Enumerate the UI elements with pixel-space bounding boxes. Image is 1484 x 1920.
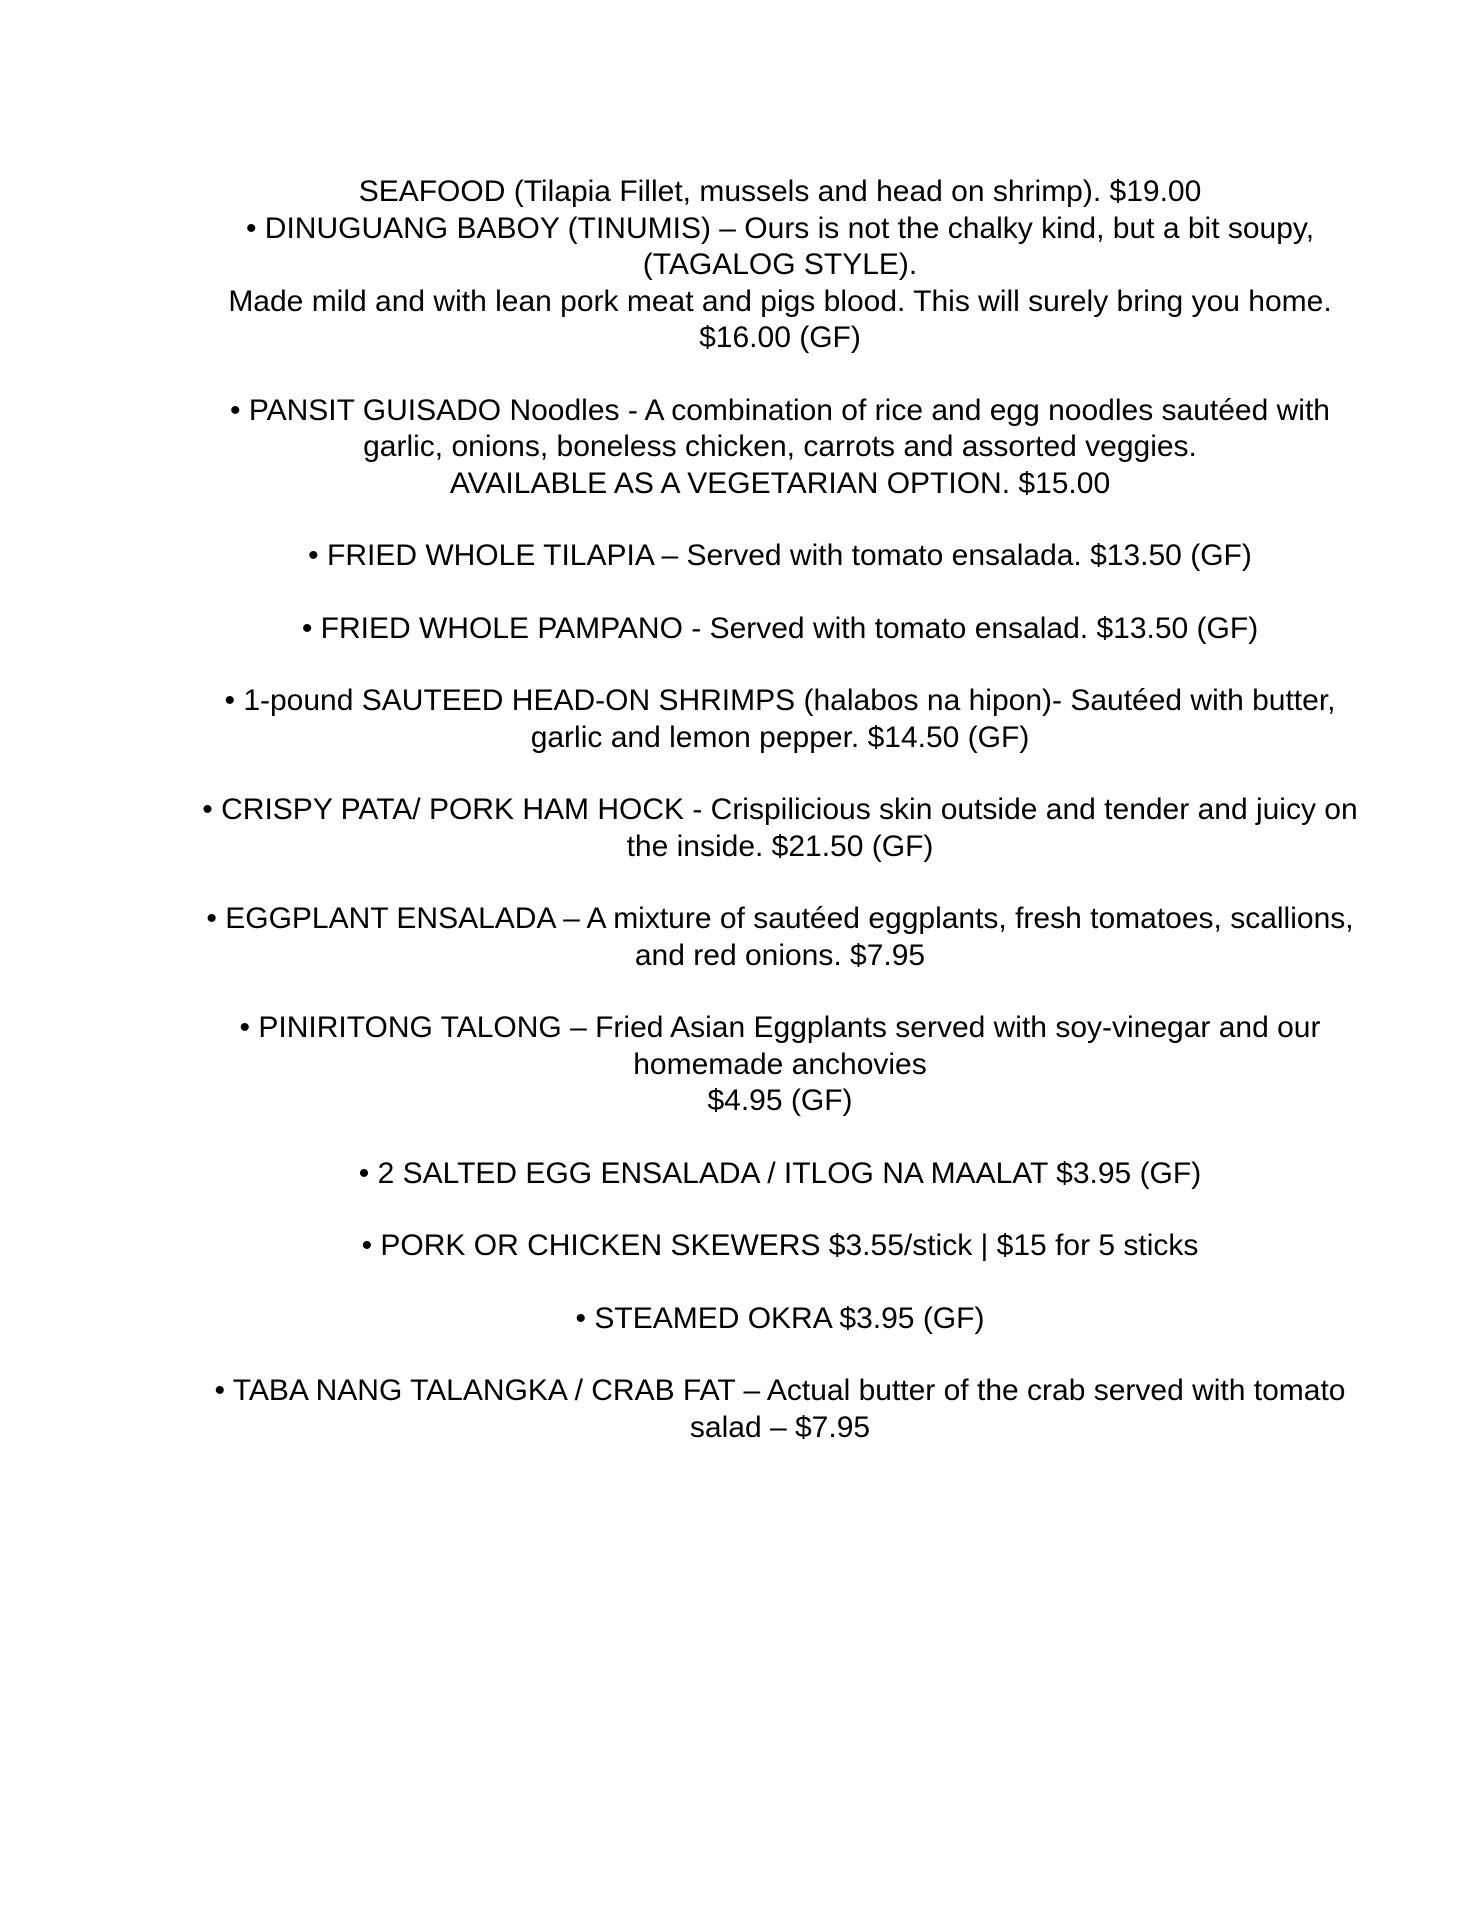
menu-item-eggplant-ensalada: [150, 901, 1410, 974]
menu-item-line: garlic, onions, boneless chicken, carrots and assorted veggies.: [363, 430, 1197, 463]
menu-item-line: • CRISPY PATA/ PORK HAM HOCK - Crispilicious skin outside and tender and juicy on: [202, 793, 1358, 826]
menu-item-line: • EGGPLANT ENSALADA – A mixture of sautéed eggplants, fresh tomatoes, scallions,: [206, 902, 1354, 935]
menu-item-fried-tilapia: [150, 538, 1410, 575]
menu-item-line: • 2 SALTED EGG ENSALADA / ITLOG NA MAALAT $3.95 (GF): [358, 1156, 1202, 1190]
menu-item-line: • PANSIT GUISADO Noodles - A combination of rice and egg noodles sautéed with: [230, 393, 1330, 427]
menu-page: [150, 174, 1410, 1482]
menu-item-line: and red onions. $7.95: [634, 938, 926, 972]
menu-item-sauteed-shrimps: [150, 683, 1410, 756]
menu-item-line: AVAILABLE AS A VEGETARIAN OPTION. $15.00: [449, 466, 1111, 500]
menu-item-crab-fat: [150, 1373, 1410, 1446]
menu-item-line: salad – $7.95: [689, 1410, 871, 1444]
menu-item-line: SEAFOOD (Tilapia Fillet, mussels and head on shrimp). $19.00: [358, 175, 1202, 208]
menu-item-line: • 1-pound SAUTEED HEAD-ON SHRIMPS (halabos na hipon)- Sautéed with butter,: [224, 684, 1336, 717]
menu-item-skewers: [150, 1228, 1410, 1265]
menu-item-line: • PORK OR CHICKEN SKEWERS $3.55/stick | $15 for 5 sticks: [361, 1229, 1199, 1262]
menu-item-line: • STEAMED OKRA $3.95 (GF): [575, 1301, 985, 1335]
menu-item-salted-egg: [150, 1156, 1410, 1193]
menu-item-line: • PINIRITONG TALONG – Fried Asian Eggplants served with soy-vinegar and our: [239, 1011, 1321, 1044]
menu-item-crispy-pata: [150, 792, 1410, 865]
menu-item-line: • TABA NANG TALANGKA / CRAB FAT – Actual butter of the crab served with tomato: [214, 1374, 1346, 1407]
menu-item-line: $4.95 (GF): [707, 1084, 853, 1117]
menu-item-pansit-guisado: [150, 393, 1410, 503]
menu-item-line: garlic and lemon pepper. $14.50 (GF): [530, 720, 1030, 754]
menu-item-line: • FRIED WHOLE TILAPIA – Served with tomato ensalada. $13.50 (GF): [308, 539, 1252, 572]
menu-item-line: the inside. $21.50 (GF): [626, 829, 934, 863]
menu-item-line: • DINUGUANG BABOY (TINUMIS) – Ours is not the chalky kind, but a bit soupy,: [245, 211, 1315, 245]
menu-item-piniritong-talong: [150, 1010, 1410, 1120]
menu-item-line: homemade anchovies: [633, 1047, 927, 1081]
menu-item-seafood-dinuguang: [150, 174, 1410, 357]
menu-item-line: • FRIED WHOLE PAMPANO - Served with tomato ensalad. $13.50 (GF): [301, 611, 1259, 645]
menu-item-line: (TAGALOG STYLE).: [642, 248, 918, 281]
menu-item-fried-pampano: [150, 611, 1410, 648]
menu-item-line: Made mild and with lean pork meat and pigs blood. This will surely bring you home.: [228, 284, 1332, 318]
menu-item-line: $16.00 (GF): [699, 321, 861, 354]
menu-item-steamed-okra: [150, 1301, 1410, 1338]
